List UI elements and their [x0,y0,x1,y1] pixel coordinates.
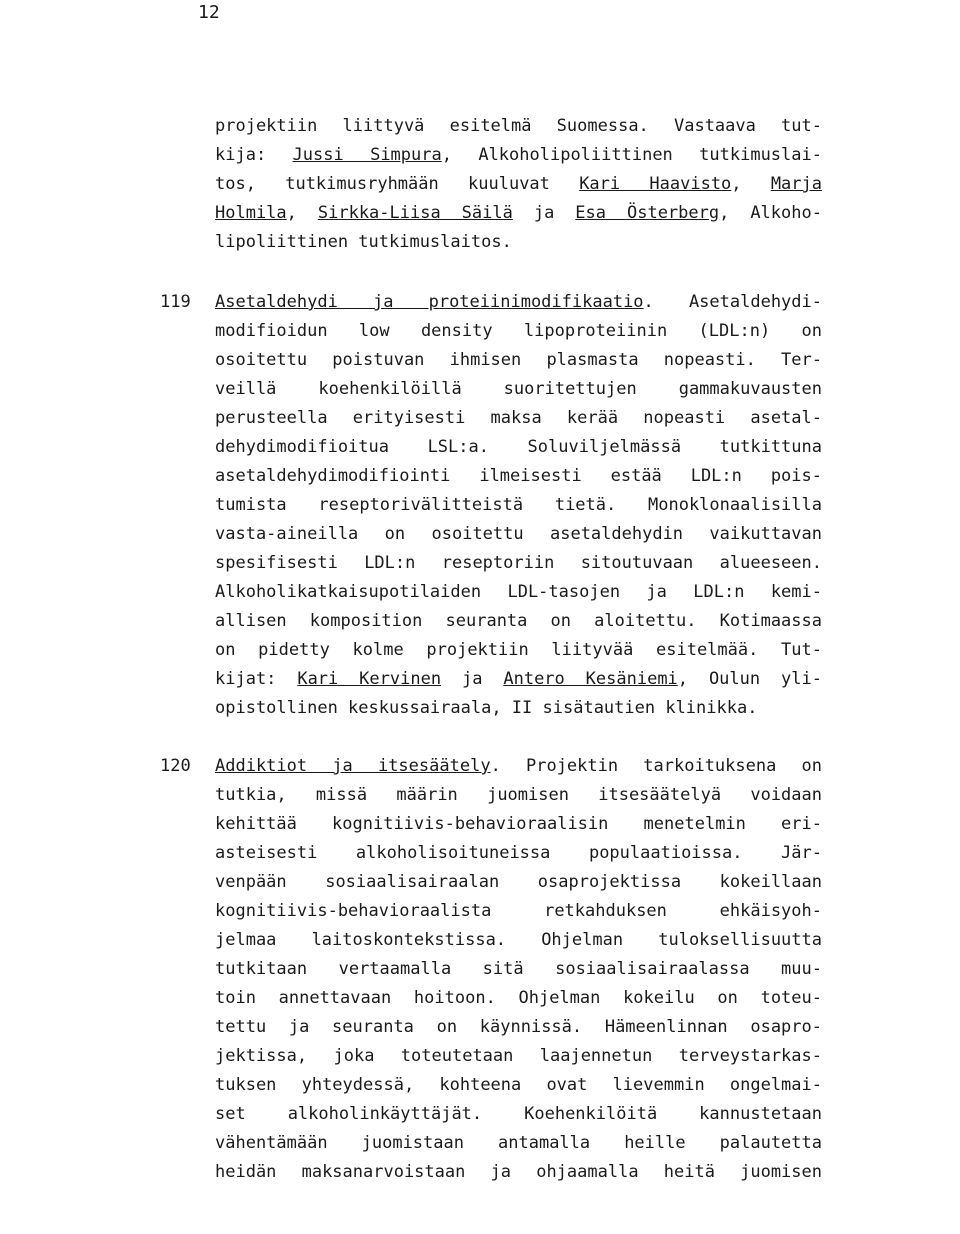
text-line: set alkoholinkäyttäjät. Koehenkilöitä kannustetaan [215,1104,822,1124]
text-line: tos, tutkimusryhmään kuuluvat Kari Haavisto, Marja [215,174,822,194]
text-line: heidän maksanarvoistaan ja ohjaamalla heitä juomisen [215,1162,822,1182]
section-title: Asetaldehydi ja proteiinimodifikaatio [215,292,644,312]
text-line: vähentämään juomistaan antamalla heille palautetta [215,1133,822,1153]
section-number: 120 [160,756,191,776]
text-line: vasta-aineilla on osoitettu asetaldehydin vaikuttavan [215,524,822,544]
text-line: tumista reseptorivälitteistä tietä. Monoklonaalisilla [215,495,822,515]
text-line: tuksen yhteydessä, kohteena ovat lievemmin ongelmai- [215,1075,822,1095]
text-line: tutkitaan vertaamalla sitä sosiaalisairaalassa muu- [215,959,822,979]
section-title: Addiktiot ja itsesäätely [215,756,491,776]
text-line: opistollinen keskussairaala, II sisätautien klinikka. [215,698,758,718]
text-line: venpään sosiaalisairaalan osaprojektissa kokeillaan [215,872,822,892]
text-line: Holmila, Sirkka-Liisa Säilä ja Esa Österberg, Alkoho- [215,203,822,223]
researcher-name: Esa Österberg [575,203,720,223]
text-line: kijat: Kari Kervinen ja Antero Kesäniemi, Oulun yli- [215,669,822,689]
researcher-name: Jussi Simpura [292,145,442,165]
text-line: kehittää kognitiivis-behavioraalisin menetelmin eri- [215,814,822,834]
text-line: perusteella erityisesti maksa kerää nopeasti asetal- [215,408,822,428]
text-line: tutkia, missä määrin juomisen itsesäätelyä voidaan [215,785,822,805]
text-line: spesifisesti LDL:n reseptoriin sitoutuvaan alueeseen. [215,553,822,573]
text-line: asetaldehydimodifiointi ilmeisesti estää LDL:n pois- [215,466,822,486]
text-line: kija: Jussi Simpura, Alkoholipoliittinen tutkimuslai- [215,145,822,165]
text-line: Asetaldehydi ja proteiinimodifikaatio. Asetaldehydi- [215,292,822,312]
researcher-name: Marja [770,174,822,194]
text-line: toin annettavaan hoitoon. Ohjelman kokeilu on toteu- [215,988,822,1008]
text-line: osoitettu poistuvan ihmisen plasmasta nopeasti. Ter- [215,350,822,370]
text-line: jelmaa laitoskontekstissa. Ohjelman tuloksellisuutta [215,930,822,950]
text-line: dehydimodifioitua LSL:a. Soluviljelmässä tutkittuna [215,437,822,457]
text-line: modifioidun low density lipoproteiinin (LDL:n) on [215,321,822,341]
researcher-name: Sirkka-Liisa Säilä [317,203,513,223]
text-line: kognitiivis-behavioraalista retkahduksen ehkäisyoh- [215,901,822,921]
text-line: projektiin liittyvä esitelmä Suomessa. Vastaava tut- [215,116,822,136]
text-line: asteisesti alkoholisoituneissa populaatioissa. Jär- [215,843,822,863]
section-number: 119 [160,292,191,312]
researcher-name: Kari Haavisto [579,174,732,194]
text-line: Addiktiot ja itsesäätely. Projektin tarkoituksena on [215,756,823,776]
page-number: 12 [198,2,220,23]
text-line: tettu ja seuranta on käynnissä. Hämeenlinnan osapro- [215,1017,822,1037]
researcher-name: Kari Kervinen [297,669,442,689]
researcher-name: Holmila [215,203,287,223]
text-line: on pidetty kolme projektiin liityvää esitelmää. Tut- [215,640,822,660]
text-line: Alkoholikatkaisupotilaiden LDL-tasojen ja LDL:n kemi- [215,582,822,602]
text-line: lipoliittinen tutkimuslaitos. [215,232,512,252]
text-line: allisen komposition seuranta on aloitettu. Kotimaassa [215,611,822,631]
researcher-name: Antero Kesäniemi [503,669,678,689]
text-line: jektissa, joka toteutetaan laajennetun terveystarkas- [215,1046,822,1066]
text-line: veillä koehenkilöillä suoritettujen gammakuvausten [215,379,822,399]
